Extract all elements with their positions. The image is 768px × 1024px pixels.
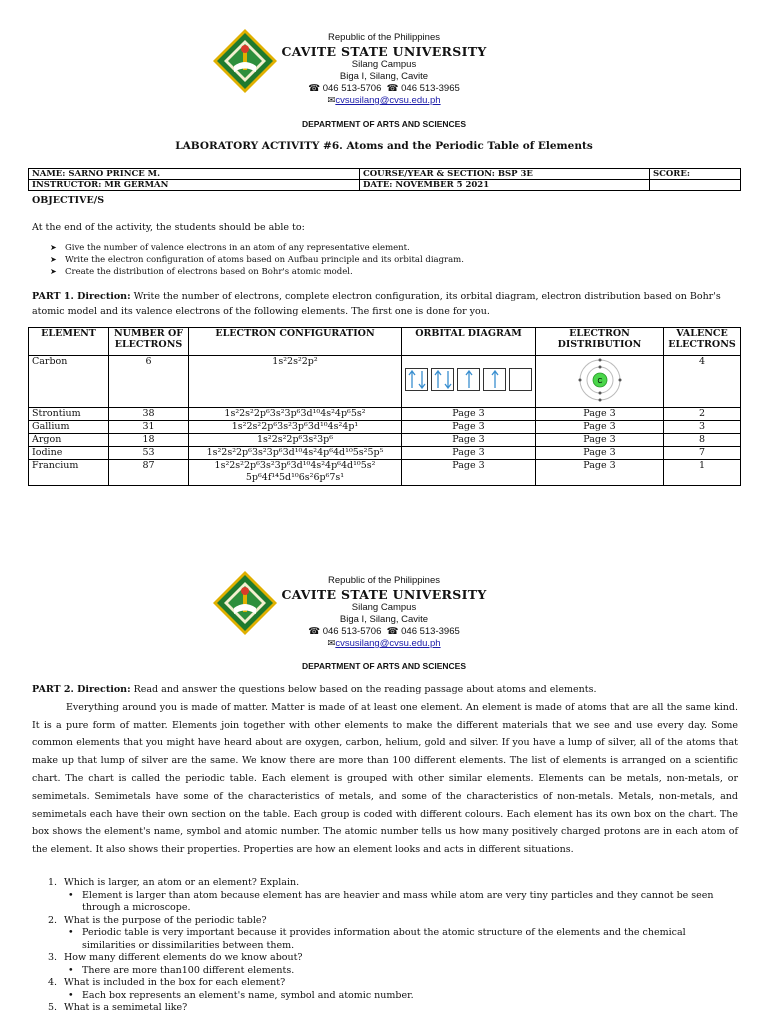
email-link[interactable]: cvsusilang@cvsu.edu.ph [335,638,441,649]
cell-electrons: 6 [109,356,189,408]
activity-title: LABORATORY ACTIVITY #6. Atoms and the Periodic Table of Elements [175,140,593,152]
part2-direction: PART 2. Direction: Read and answer the questions below based on the reading passage about atoms and elements. [32,684,597,695]
col-distribution: ELECTRON DISTRIBUTION [536,328,664,356]
republic-label: Republic of the Philippines [328,575,440,586]
university-name: CAVITE STATE UNIVERSITY [281,587,487,602]
col-electrons: NUMBER OF ELECTRONS [109,328,189,356]
spin-up-arrow-icon [465,370,473,389]
table-row: Iodine 53 1s²2s²2p⁶3s²3p⁶3d¹⁰4s²4p⁶4d¹⁰5s²5p⁵ Page 3 Page 3 7 [29,447,741,460]
part1-label: PART 1. Direction: [32,291,131,302]
email-icon: ✉ [327,638,336,649]
university-name: CAVITE STATE UNIVERSITY [281,44,487,59]
phone-icon: ☎ [308,83,321,94]
phone-2: 046 513-3965 [401,626,460,637]
answer-item: • Each box represents an element's name, symbol and atomic number. [68,989,414,1001]
course-cell: COURSE/YEAR & SECTION: BSP 3E [360,169,650,180]
question-item: 2. What is the purpose of the periodic table? [48,914,267,926]
list-item: ➤ Give the number of valence electrons in an atom of any representative element. [50,243,410,253]
answer-item: • There are more than100 different elements. [68,964,295,976]
bullet-icon: • [68,889,74,901]
phone-line [0,83,768,95]
orbital-box [431,368,454,391]
bohr-model [536,356,664,408]
orbital-diagram [402,356,536,408]
address-label: Biga I, Silang, Cavite [339,71,429,82]
email-icon: ✉ [327,95,336,106]
cell-config: 1s²2s²2p² [189,356,402,408]
objective-list [50,242,464,278]
table-row [29,356,741,408]
orbital-box [405,368,428,391]
address-label: Biga I, Silang, Cavite [339,614,429,625]
svg-text:C: C [596,378,603,385]
objective-intro: At the end of the activity, the students should be able to: [32,222,305,233]
col-orbital: ORBITAL DIAGRAM [402,328,536,356]
empty-cell [650,180,741,191]
question-list [48,877,738,1015]
orbital-box [509,368,532,391]
table-row: Gallium 31 1s²2s²2p⁶3s²3p⁶3d¹⁰4s²4p¹ Page 3 Page 3 3 [29,421,741,434]
email-link[interactable]: cvsusilang@cvsu.edu.ph [335,95,441,106]
phone-icon: ☎ [386,626,399,637]
col-config: ELECTRON CONFIGURATION [189,328,402,356]
cell-valence: 4 [664,356,741,408]
objective-heading: OBJECTIVE/S [32,195,105,206]
list-item: ➤ Create the distribution of electrons based on Bohr's atomic model. [50,267,353,277]
question-item: 3. How many different elements do we know about? [48,952,303,963]
part2-section [32,681,738,859]
bullet-icon: • [68,964,74,976]
republic-label: Republic of the Philippines [328,32,440,43]
spin-down-arrow-icon [444,370,452,389]
campus-label: Silang Campus [351,602,417,613]
phone-1: 046 513-5706 [322,83,382,94]
student-info-table [28,168,741,191]
phone-line [0,626,768,638]
question-item: 1. Which is larger, an atom or an element? Explain. [48,877,300,888]
answer-item: • Element is larger than atom because element has are heavier and mass while atom are very tiny particles and they cannot be seen through a microscope. [68,889,714,913]
email-line [0,95,768,107]
phone-icon: ☎ [308,626,321,637]
arrow-bullet-icon: ➤ [50,255,57,264]
arrow-bullet-icon: ➤ [50,243,57,252]
part1-text: Write the number of electrons, complete electron configuration, its orbital diagram, electron distribution based on Bohr's atomic model and its valence electrons of the following elements. The first one is done for you. [32,291,721,317]
table-row: Francium 87 1s²2s²2p⁶3s²3p⁶3d¹⁰4s²4p⁶4d¹⁰5s² 5p⁶4f¹⁴5d¹⁰6s²6p⁶7s¹ Page 3 Page 3 1 [29,460,741,486]
answer-item: • Periodic table is very important because it provides information about the atomic structure of the elements and the chemical similarities or dissimilarities between them. [68,927,686,951]
col-valence: VALENCE ELECTRONS [664,328,741,356]
table-header-row [29,328,741,356]
part2-label: PART 2. Direction: [32,684,131,695]
department-label: DEPARTMENT OF ARTS AND SCIENCES [301,119,467,129]
reading-passage: Everything around you is made of matter. Matter is made of at least one element. An element is made of atoms that are all the same kind. It is a pure form of matter. Elements join together with other elements to make the different materials that we see and use every day. Some common elements that you might have heard about are oxygen, carbon, helium, gold and silver. If you have a lump of silver, all of the atoms that make up that lump of silver are the same. We know there are more than 100 different elements. The list of elements is arranged on a scientific chart. The chart is called the periodic table. Each element is grouped with other similar elements. Elements can be metals, non-metals, or semimetals. Semimetals have some of the characteristics of metals, and some of the characteristics of non-metals. Metals, non-metals, and semimetals each have their own section on the table. Each group is coded with different colours. Each element has its own box on the chart. The box shows the element's name, symbol and atomic number. The atomic number tells us how many positively charged protons are in each atom of the element. It also shows their properties. Properties are how an element looks and acts in different situations. [32,701,738,856]
cell-element: Carbon [29,356,109,408]
instructor-cell: INSTRUCTOR: MR GERMAN [29,180,360,191]
arrow-bullet-icon: ➤ [50,267,57,276]
orbital-box [457,368,480,391]
element-table [28,327,741,486]
phone-2: 046 513-3965 [401,83,460,94]
bullet-icon: • [68,989,74,1001]
col-element: ELEMENT [29,328,109,356]
score-cell: SCORE: [650,169,741,180]
spin-up-arrow-icon [491,370,499,389]
question-item: 4. What is included in the box for each element? [48,977,286,988]
name-cell: NAME: SARNO PRINCE M. [29,169,360,180]
spin-up-arrow-icon [434,370,442,389]
campus-label: Silang Campus [351,59,417,70]
table-row: Argon 18 1s²2s²2p⁶3s²3p⁶ Page 3 Page 3 8 [29,434,741,447]
spin-down-arrow-icon [418,370,426,389]
bullet-icon: • [68,927,74,938]
department-label: DEPARTMENT OF ARTS AND SCIENCES [301,661,467,671]
part1-direction [32,289,736,319]
question-item: 5. What is a semimetal like? [48,1002,188,1013]
bohr-atom-icon [578,358,622,402]
table-row: Strontium 38 1s²2s²2p⁶3s²3p⁶3d¹⁰4s²4p⁶5s² Page 3 Page 3 2 [29,408,741,421]
list-item: ➤ Write the electron configuration of atoms based on Aufbau principle and its orbital diagram. [50,255,464,265]
phone-1: 046 513-5706 [322,626,382,637]
email-line [0,638,768,650]
orbital-box [483,368,506,391]
date-cell: DATE: NOVEMBER 5 2021 [360,180,650,191]
phone-icon: ☎ [386,83,399,94]
spin-up-arrow-icon [408,370,416,389]
